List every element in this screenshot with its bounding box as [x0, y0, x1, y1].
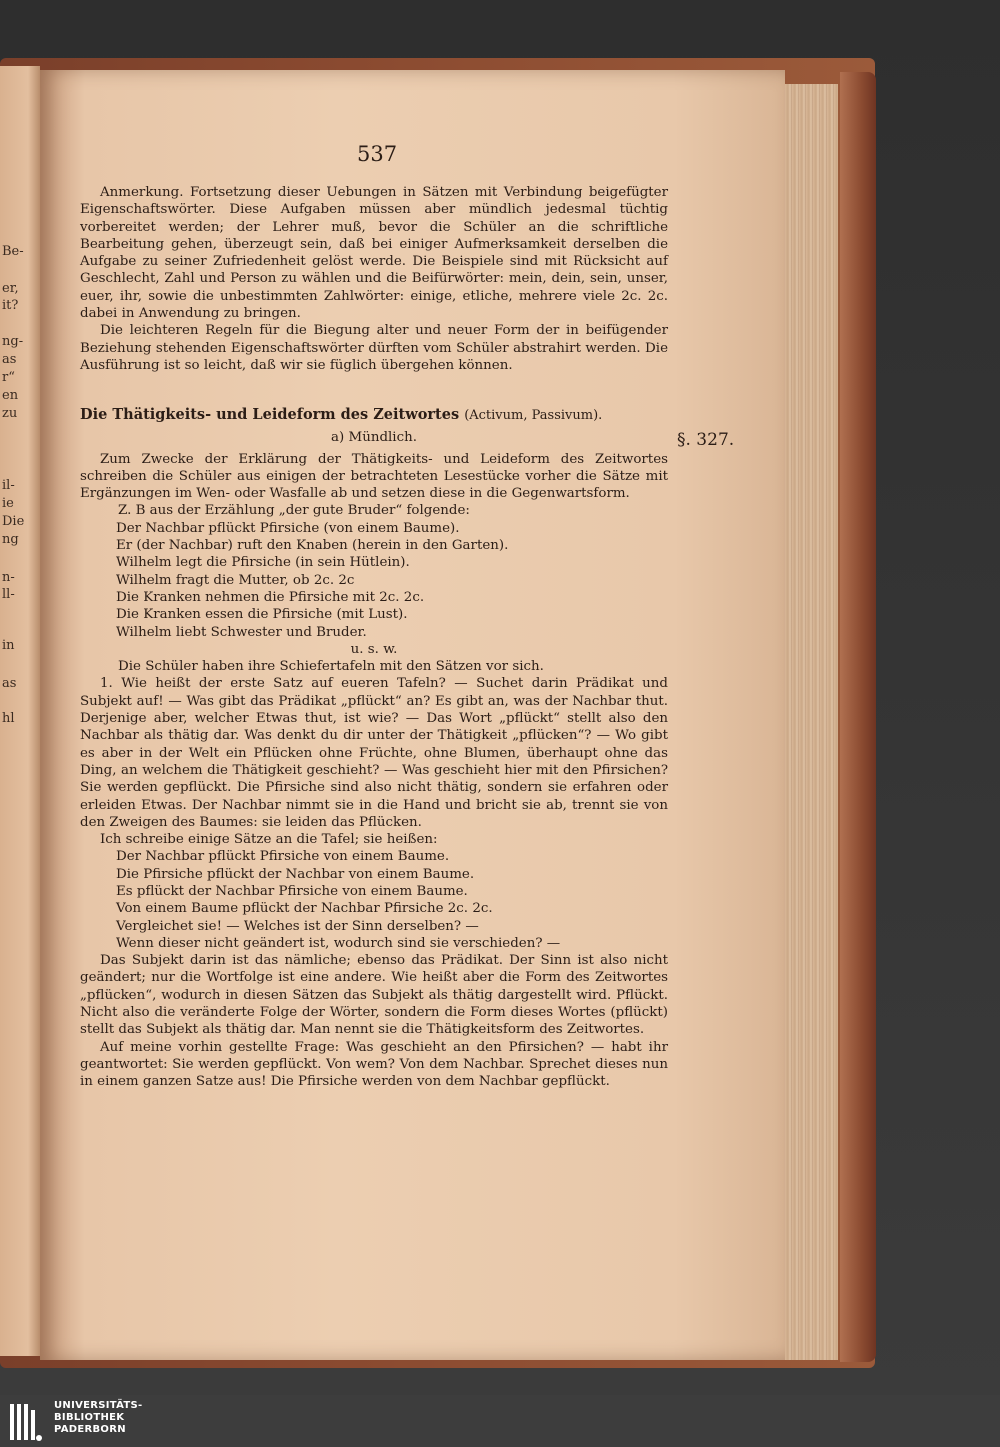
page-text [80, 184, 668, 1091]
example-line: Die Kranken nehmen die Pfirsiche mit 2c. 2c. [116, 589, 425, 605]
fragment: ng [2, 532, 19, 547]
fragment: n- [2, 570, 15, 585]
previous-page-text-fragments [0, 66, 40, 1356]
section-heading [80, 406, 668, 423]
section-mark: §. 327. [677, 430, 735, 450]
example-line: Wilhelm liebt Schwester und Bruder. [116, 624, 367, 640]
example-intro: Z. B aus der Erzählung „der gute Bruder“ folgende: [118, 503, 470, 519]
annotation-paragraph-2: Die leichteren Regeln für die Biegung alter und neuer Form der in beifügender Beziehung stehenden Eigenschaftswörter dürften vom Schüler abstrahirt werden. Die Ausführung ist so leicht, daß wir sie füglich übergehen können. [80, 323, 668, 373]
fragment: zu [2, 406, 18, 421]
section-heading-title: Die Thätigkeits- und Leideform des Zeitwortes [80, 406, 460, 424]
sentence-line: Die Pfirsiche pflückt der Nachbar von einem Baume. [116, 866, 475, 882]
page-number: 537 [357, 142, 398, 166]
fragment: ie [2, 496, 14, 511]
example-line: Wilhelm fragt die Mutter, ob 2c. 2c [116, 572, 355, 588]
fragment: hl [2, 711, 15, 726]
library-name-line3: PADERBORN [54, 1424, 126, 1435]
library-name-line1: UNIVERSITÄTS- [54, 1400, 143, 1411]
page-stack-edges [778, 84, 838, 1360]
last-paragraph: Auf meine vorhin gestellte Frage: Was geschieht an den Pfirsichen? — habt ihr geantwortet: Sie werden gepflückt. Von wem? Von dem Nachbar. Sprechet dieses nun in einem ganzen Satze aus! Die Pfirsiche werden von dem Nachbar gepflückt. [80, 1039, 668, 1090]
book-cover-edge [840, 72, 876, 1362]
sentence-line: Es pflückt der Nachbar Pfirsiche von einem Baume. [116, 883, 468, 899]
subject-paragraph: Das Subjekt darin ist das nämliche; ebenso das Prädikat. Der Sinn ist also nicht geändert; nur die Wortfolge ist eine andere. Wie heißt aber die Form des Zeitwortes „pflücken“, wodurch in diesen Sätzen das Subjekt als thätig dargestellt wird. Pflückt. Nicht also die veränderte Folge der Wörter, sondern die Form dieses Wortes (pflückt) stellt das Subjekt als thätig dar. Man nennt sie die Thätigkeitsform des Zeitwortes. [80, 953, 668, 1038]
example-line: Der Nachbar pflückt Pfirsiche (von einem Baume). [116, 520, 460, 536]
library-name-line2: BIBLIOTHEK [54, 1412, 125, 1423]
fragment: il- [2, 478, 15, 493]
fragment: ng- [2, 334, 24, 349]
fragment: it? [2, 298, 19, 313]
usw-line: u. s. w. [350, 641, 398, 657]
write-intro: Ich schreibe einige Sätze an die Tafel; sie heißen: [100, 832, 438, 848]
fragment: Be- [2, 244, 24, 259]
slates-line: Die Schüler haben ihre Schiefertafeln mit den Sätzen vor sich. [118, 659, 544, 675]
sentence-line: Der Nachbar pflückt Pfirsiche von einem Baume. [116, 849, 450, 865]
fragment: as [2, 352, 17, 367]
example-line: Wilhelm legt die Pfirsiche (in sein Hütlein). [116, 555, 410, 571]
library-logo-text [54, 1400, 143, 1436]
fragment: in [2, 638, 15, 653]
sentence-line: Vergleichet sie! — Welches ist der Sinn derselben? — [116, 918, 479, 934]
fragment: Die [2, 514, 25, 529]
intro-paragraph: Zum Zwecke der Erklärung der Thätigkeits- und Leideform des Zeitwortes schreiben die Schüler aus einigen der betrachteten Lesestücke vorher die Sätze mit Ergänzungen im Wen- oder Wasfalle ab und setzen diese in die Gegenwartsform. [80, 451, 668, 502]
library-footer-bar [0, 1395, 1000, 1447]
annotation-paragraph: Anmerkung. Fortsetzung dieser Uebungen in Sätzen mit Verbindung beigefügter Eigenschaftswörter. Diese Aufgaben müssen aber mündlich jedesmal tüchtig vorbereitet werden; der Lehrer muß, bevor die Schüler an die schriftliche Bearbeitung gehen, überzeugt sein, daß bei einiger Aufmerksamkeit derselben die Aufgabe zu seiner Zufriedenheit gelöst werde. Die Beispiele sind mit Rücksicht auf Geschlecht, Zahl und Person zu wählen und die Beifürwörter: mein, dein, sein, unser, euer, ihr, sowie die unbestimmten Zahlwörter: einige, etliche, mehrere viele 2c. 2c. dabei in Anwendung zu bringen. [80, 185, 668, 322]
fragment: en [2, 388, 19, 403]
example-line: Die Kranken essen die Pfirsiche (mit Lust). [116, 607, 408, 623]
sentence-line: Von einem Baume pflückt der Nachbar Pfirsiche 2c. 2c. [116, 901, 493, 917]
fragment: r“ [2, 370, 15, 385]
section-heading-latin: (Activum, Passivum). [464, 408, 603, 424]
fragment: as [2, 676, 17, 691]
library-logo-icon [6, 1400, 46, 1444]
fragment: ll- [2, 587, 15, 602]
example-line: Er (der Nachbar) ruft den Knaben (herein in den Garten). [116, 538, 509, 554]
sentence-line: Wenn dieser nicht geändert ist, wodurch sind sie verschieden? — [116, 935, 561, 951]
subheading: a) Mündlich. [331, 430, 417, 446]
fragment: er, [2, 281, 19, 296]
question-paragraph: 1. Wie heißt der erste Satz auf eueren Tafeln? — Suchet darin Prädikat und Subjekt auf! — Was gibt das Prädikat „pflückt“ an? Es gibt an, was der Nachbar thut. Derjenige aber, welcher Etwas thut, ist wie? — Das Wort „pflückt“ stellt also den Nachbar als thätig dar. Was denkt du dir unter der Thätigkeit „pflücken“? — Wo gibt es aber in der Welt ein Pflücken ohne Früchte, ohne Blumen, überhaupt ohne das Ding, an welchem die Thätigkeit geschieht? — Was geschieht hier mit den Pfirsichen? Sie werden gepflückt. Die Pfirsiche sind also nicht thätig, sondern sie erfahren oder erleiden Etwas. Der Nachbar nimmt sie in die Hand und bricht sie ab, trennt sie von den Zweigen des Baumes: sie leiden das Pflücken. [80, 676, 668, 830]
